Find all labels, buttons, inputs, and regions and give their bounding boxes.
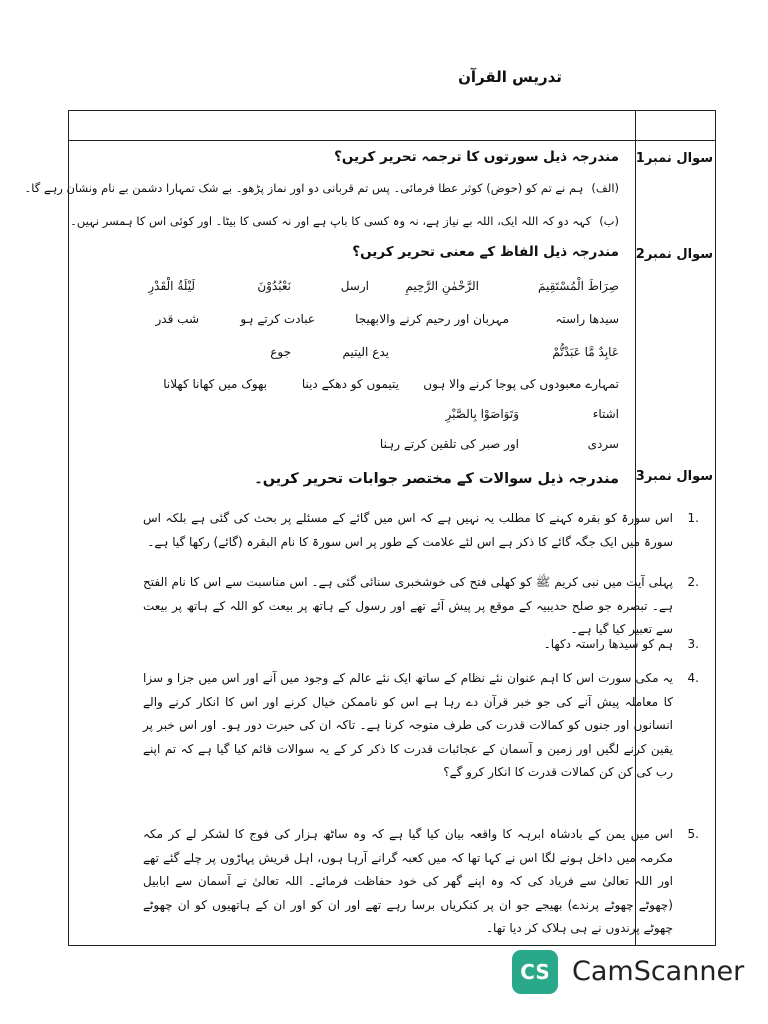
word-laylatulqadr: لَيْلَةُ الْقَدْرِ (148, 279, 195, 293)
word-arsal: ارسل (340, 279, 369, 293)
answer-5 (143, 823, 699, 941)
meaning-sirat: سیدھا راستہ (555, 312, 619, 326)
question-1-label: سوال نمبر1 (635, 151, 713, 166)
meaning-abidun: تمہارے معبودوں کی پوجا کرنے والا ہوں (423, 377, 619, 391)
answer-5-text: اس میں یمن کے بادشاہ ابرہہ کا واقعہ بیان کیا گیا ہے کہ وہ ساٹھ ہزار کی فوج کا لشکر لے کر مکہ مکرمہ میں داخل ہونے لگا اس نے کہا تھا کہ میں کعبہ گرانے آرہا ہوں، اہل قریش پہاڑوں پر چلے گئے تھے اور اللہ تعالیٰ سے فریاد کی کہ وہ اپنے گھر کی خود حفاظت فرمائے۔ اللہ تعالیٰ نے آسمان سے ابابیل (چھوٹے چھوٹے پرندے) بھیجے جو ان پر کنکریاں برسا رہے تھے اور ان کو اور ان کے ہاتھیوں کو ان چھوٹے چھوٹے پرندوں نے ہی ہلاک کر دیا تھا۔ (143, 827, 673, 935)
meaning-ishtaa: سردی (587, 437, 619, 451)
q1-part-a-tag: (الف) (591, 181, 619, 195)
question-3-label: سوال نمبر3 (635, 469, 713, 484)
meaning-nabudun: عبادت کرتے ہو (240, 312, 315, 326)
q1-part-b-text: کہہ دو کہ اللہ ایک، اللہ بے نیاز ہے، نہ وہ کسی کا باپ ہے اور نہ کسی کا بیٹا۔ اور کوئی اس کا ہمسر نہیں۔ (70, 214, 592, 228)
meaning-yadul-yatim: یتیموں کو دھکے دینا (301, 377, 399, 391)
q1-part-a-text: ہم نے تم کو (حوض) کوثر عطا فرمائی۔ پس تم قربانی دو اور نماز پڑھو۔ بے شک تمہارا دشمن بے نام ونشان رہے گا۔ (24, 181, 584, 195)
word-sirat: صِرَاطَ الْمُسْتَقِيمَ (538, 279, 619, 293)
answer-4 (143, 667, 699, 785)
answer-1-number: 1. (687, 511, 699, 525)
answer-1-text: اس سورۃ کو بقرہ کہنے کا مطلب یہ نہیں ہے کہ اس میں گائے کے مسئلے پر بحث کی گئی ہے بلکہ اس سورۃ میں ایک جگہ گائے کا ذکر ہے اس لئے علامت کے طور پر اس سورۃ کا نام البقرہ (گائے) رکھا گیا ہے۔ (143, 511, 673, 549)
question-sheet (24, 110, 716, 946)
q1-part-a (24, 181, 619, 195)
question-1-heading: مندرجہ ذیل سورتوں کا ترجمہ تحریر کریں؟ (334, 149, 619, 165)
meaning-rahman: مہربان اور رحیم کرنے والا (379, 312, 509, 326)
camscanner-logo: CS (512, 950, 558, 994)
q1-part-b (70, 214, 619, 228)
answer-2-text: پہلی آیت میں نبی کریم ﷺ کو کھلی فتح کی خوشخبری سنائی گئی ہے۔ اس مناسبت سے اس کا نام الفتح ہے۔ تبصرہ جو صلح حدیبیہ کے موقع پر پیش آئے تھے اور رسول کے ہاتھ پر بیعت کو اللہ کے ہاتھ پر بیعت سے تعبیر کیا گیا ہے۔ (143, 575, 673, 636)
answer-2-number: 2. (687, 575, 699, 589)
answer-4-number: 4. (687, 671, 699, 685)
word-ishtaa: اشتاء (592, 407, 619, 421)
word-rahman: الرَّحْمٰنِ الرَّحِيمِ (405, 279, 479, 293)
word-nabudun: نَعْبُدُوْنَ (257, 279, 291, 293)
answer-2 (143, 571, 699, 642)
question-3-heading: مندرجہ ذیل سوالات کے مختصر جوابات تحریر کریں۔ (254, 471, 619, 487)
header-divider (69, 140, 715, 141)
answer-1 (143, 507, 699, 554)
meaning-tawasaw: اور صبر کی تلقین کرتے رہنا (379, 437, 519, 451)
meaning-jua: بھوک میں کھانا کھلانا (163, 377, 267, 391)
answer-3-text: ہم کو سیدھا راستہ دکھا۔ (543, 637, 673, 651)
word-tawasaw: وَتَوَاصَوْا بِالصَّبْرِ (445, 407, 519, 421)
answer-5-number: 5. (687, 827, 699, 841)
word-yadul-yatim: یدع الیتیم (342, 345, 389, 359)
answer-3-number: 3. (687, 637, 699, 651)
meaning-arsal: بھیجا (355, 312, 379, 326)
meaning-laylatulqadr: شب قدر (155, 312, 199, 326)
camscanner-watermark: CamScanner (572, 956, 745, 987)
q1-part-b-tag: (ب) (599, 214, 619, 228)
word-jua: جوع (270, 345, 291, 359)
question-2-label: سوال نمبر2 (635, 247, 713, 262)
word-abidun: عَابِدٌ مَّا عَبَدْتُّمْ (552, 345, 619, 359)
page-title: تدریس القرآن (458, 68, 562, 86)
question-2-heading: مندرجہ ذیل الفاظ کے معنی تحریر کریں؟ (352, 244, 619, 260)
answer-4-text: یہ مکی سورت اس کا اہم عنوان نئے نظام کے ساتھ ایک نئے عالم کے وجود میں آنے اور اس میں جزا و سزا کا معاملہ پیش آنے کی جو خبر قرآن دے رہا ہے اس کو ناممکن خیال کرنے اور اس کا انکار کرنے والے انسانوں اور جنوں کو کمالات قدرت کی طرف متوجہ کرنا ہے۔ تاکہ ان کی حیرت دور ہو۔ اور اس خبر پر یقین کرنے لگیں اور زمین و آسمان کے عجائبات قدرت کا ذکر کر کے یہ سوالات قائم کیا گیا ہے کہ تم اپنے رب کی کن کن کمالات قدرت کا انکار کرو گے؟ (143, 671, 673, 779)
answer-3 (143, 633, 699, 657)
